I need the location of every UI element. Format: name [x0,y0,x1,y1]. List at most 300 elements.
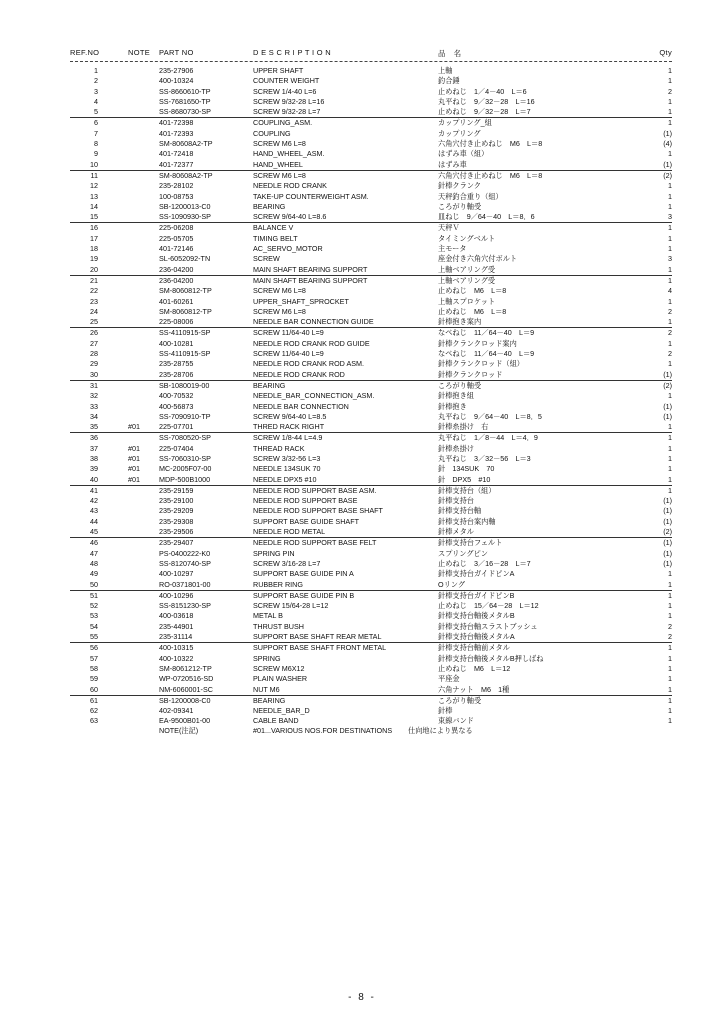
part-no-cell: SL-6052092-TN [159,254,211,264]
description-cell: PLAIN WASHER [253,674,308,684]
part-no-cell: 100-08753 [159,191,194,201]
qty-cell: 2 [668,86,672,96]
table-row [70,580,672,590]
part-no-cell: SB-1200008-C0 [159,695,211,705]
qty-cell: 1 [668,264,672,274]
part-no-cell: 400-56873 [159,401,194,411]
part-no-cell: 401-72418 [159,149,194,159]
qty-cell: 1 [668,338,672,348]
table-row [70,97,672,107]
ref-no-cell: 10 [90,159,98,169]
table-row [70,674,672,684]
table-row [70,611,672,621]
jp-name-cell: 丸平ねじ 3／32－56 L＝3 [438,453,531,463]
table-row [70,706,672,716]
description-cell: NEEDLE ROD CRANK ROD GUIDE [253,338,370,348]
part-no-cell: SS-7080520-SP [159,433,211,443]
ref-no-cell: 2 [94,76,98,86]
qty-cell: (1) [663,411,672,421]
part-no-cell: 401-72377 [159,159,194,169]
ref-no-cell: 51 [90,590,98,600]
table-row [70,517,672,527]
part-no-cell: 400-10296 [159,590,194,600]
part-no-cell: 402-09341 [159,706,194,716]
qty-cell: 1 [668,149,672,159]
description-cell: NEEDLE_BAR_D [253,706,310,716]
description-cell: SCREW 9/32-28 L=16 [253,96,325,106]
part-no-cell: 401-72398 [159,118,194,128]
description-cell: NEEDLE ROD SUPPORT BASE ASM. [253,485,377,495]
qty-cell: 1 [668,663,672,673]
ref-no-cell: 31 [90,380,98,390]
jp-name-cell: 平座金 [438,674,460,684]
part-no-cell: RO-0371801-00 [159,579,211,589]
qty-cell: 1 [668,443,672,453]
table-row [70,222,672,233]
table-row [70,590,672,601]
ref-no-cell: 47 [90,548,98,558]
description-cell: NEEDLE_BAR_CONNECTION_ASM. [253,391,375,401]
part-no-cell: MDP-500B1000 [159,474,211,484]
table-row [70,349,672,359]
table-row [70,192,672,202]
qty-cell: 1 [668,201,672,211]
qty-cell: 1 [668,317,672,327]
part-no-cell: SM-8060812-TP [159,306,212,316]
description-cell: TIMING BELT [253,233,298,243]
ref-no-cell: 18 [90,244,98,254]
jp-name-cell: 丸平ねじ 1／8－44 L＝4．9 [438,433,538,443]
description-cell: NEEDLE ROD SUPPORT BASE [253,496,358,506]
table-row [70,275,672,286]
table-row [70,149,672,159]
ref-no-cell: 53 [90,611,98,621]
qty-cell: 1 [668,223,672,233]
ref-no-cell: 7 [94,128,98,138]
ref-no-cell: 13 [90,191,98,201]
jp-name-cell: ころがり軸受 [438,201,482,211]
jp-name-cell: カップリング_組 [438,118,492,128]
part-no-cell: 236-04200 [159,264,194,274]
part-no-cell: 400-70532 [159,391,194,401]
table-row [70,527,672,537]
ref-no-cell: 12 [90,181,98,191]
ref-no-cell: 11 [90,170,98,180]
ref-no-cell: 62 [90,706,98,716]
description-cell: NEEDLE ROD CRANK ROD ASM. [253,359,365,369]
jp-name-cell: 針棒支持台フェルト [438,538,503,548]
part-no-cell: PS-0400222-K0 [159,548,211,558]
jp-name-cell: はずみ車 [438,159,467,169]
jp-name-cell: 針棒 [438,706,453,716]
table-row [70,391,672,401]
description-cell: NEEDLE ROD METAL [253,527,326,537]
table-row [70,432,672,443]
ref-no-cell: 23 [90,296,98,306]
part-no-cell: SS-8151230-SP [159,601,211,611]
description-cell: BEARING [253,380,286,390]
table-row [70,307,672,317]
ref-no-cell: 36 [90,433,98,443]
ref-no-cell: 44 [90,516,98,526]
jp-name-cell: 止めねじ 1／4－40 L＝6 [438,86,527,96]
jp-name-cell: Oリング [438,579,466,589]
qty-cell: (1) [663,506,672,516]
header-note: NOTE [128,48,151,57]
table-row [70,234,672,244]
qty-cell: 1 [668,191,672,201]
footnote-label: NOTE(注記) [159,726,199,735]
table-row [70,202,672,212]
qty-cell: 1 [668,359,672,369]
table-row [70,160,672,170]
qty-cell: (1) [663,159,672,169]
table-row [70,327,672,338]
jp-name-cell: 針棒クランクロッド [438,369,503,379]
jp-name-cell: 上軸ベアリング受 [438,275,496,285]
table-row [70,129,672,139]
table-row [70,601,672,611]
table-row [70,444,672,454]
part-no-cell: 225-07404 [159,443,194,453]
qty-cell: 1 [668,579,672,589]
description-cell: HAND_WHEEL [253,159,303,169]
part-no-cell: MC-2005F07-00 [159,464,212,474]
jp-name-cell: 天秤釣合重り（組） [438,191,503,201]
qty-cell: 2 [668,632,672,642]
qty-cell: 2 [668,306,672,316]
ref-no-cell: 59 [90,674,98,684]
page-number: - 8 - [348,992,376,1003]
qty-cell: 1 [668,244,672,254]
jp-name-cell: 針 DPX5 #10 [438,474,491,484]
table-row [70,454,672,464]
description-cell: SUPPORT BASE GUIDE PIN A [253,569,354,579]
qty-cell: 3 [668,212,672,222]
note-cell: #01 [128,453,140,463]
part-no-cell: 225-06208 [159,223,194,233]
table-row [70,506,672,516]
description-cell: SUPPORT BASE SHAFT REAR METAL [253,632,382,642]
qty-cell: (2) [663,170,672,180]
table-row [70,622,672,632]
jp-name-cell: 上軸ベアリング受 [438,264,496,274]
table-row [70,76,672,86]
qty-cell: 1 [668,716,672,726]
qty-cell: 1 [668,485,672,495]
part-no-cell: 400-10324 [159,76,194,86]
description-cell: SCREW 1/4-40 L=6 [253,86,317,96]
ref-no-cell: 45 [90,527,98,537]
ref-no-cell: 61 [90,695,98,705]
table-row [70,537,672,548]
qty-cell: 1 [668,118,672,128]
footnote-jp: 仕向地により異なる [408,726,473,735]
table-row [70,170,672,181]
table-row [70,254,672,264]
part-no-cell: 401-72146 [159,244,194,254]
ref-no-cell: 9 [94,149,98,159]
table-row [70,464,672,474]
part-no-cell: 235-29308 [159,516,194,526]
jp-name-cell: なべねじ 11／64－40 L＝9 [438,349,535,359]
qty-cell: 1 [668,706,672,716]
ref-no-cell: 16 [90,223,98,233]
description-cell: TAKE-UP COUNTERWEIGHT ASM. [253,191,369,201]
part-no-cell: 235-31114 [159,632,193,642]
jp-name-cell: 六角穴付き止めねじ M6 L＝8 [438,139,543,149]
table-row [70,66,672,76]
table-row [70,139,672,149]
jp-name-cell: 皿ねじ 9／64－40 L＝8．6 [438,212,535,222]
description-cell: NEEDLE ROD SUPPORT BASE SHAFT [253,506,383,516]
part-no-cell: 235-29159 [159,485,194,495]
description-cell: COUPLING [253,128,291,138]
qty-cell: 2 [668,621,672,631]
table-row [70,339,672,349]
ref-no-cell: 50 [90,579,98,589]
description-cell: NEEDLE ROD CRANK ROD [253,369,345,379]
qty-cell: 2 [668,349,672,359]
table-row [70,559,672,569]
qty-cell: (2) [663,380,672,390]
ref-no-cell: 17 [90,233,98,243]
ref-no-cell: 35 [90,422,98,432]
ref-no-cell: 43 [90,506,98,516]
part-no-cell: SS-7090910-TP [159,411,211,421]
description-cell: SUPPORT BASE GUIDE PIN B [253,590,355,600]
qty-cell: 1 [668,422,672,432]
ref-no-cell: 27 [90,338,98,348]
ref-no-cell: 52 [90,601,98,611]
description-cell: THRUST BUSH [253,621,304,631]
qty-cell: 1 [668,695,672,705]
ref-no-cell: 26 [90,328,98,338]
ref-no-cell: 49 [90,569,98,579]
ref-no-cell: 55 [90,632,98,642]
jp-name-cell: 止めねじ M6 L＝12 [438,663,511,673]
qty-cell: (2) [663,527,672,537]
description-cell: THRED RACK RIGHT [253,422,325,432]
description-cell: BEARING [253,201,286,211]
header-jp-name: 品 名 [438,49,462,58]
ref-no-cell: 56 [90,643,98,653]
jp-name-cell: 針棒支持台軸 [438,506,482,516]
part-no-cell: WP-0720516-SD [159,674,214,684]
jp-name-cell: 針棒クランク [438,181,481,191]
jp-name-cell: スプリングピン [438,548,488,558]
part-no-cell: SS-7681650-TP [159,96,211,106]
description-cell: HAND_WHEEL_ASM. [253,149,325,159]
qty-cell: 1 [668,66,672,75]
part-no-cell: 235-29100 [159,496,194,506]
jp-name-cell: 針棒支持台ガイドピンA [438,569,515,579]
description-cell: THREAD RACK [253,443,305,453]
ref-no-cell: 33 [90,401,98,411]
table-row [70,475,672,485]
table-row [70,412,672,422]
ref-no-cell: 41 [90,485,98,495]
description-cell: SCREW M6 L=8 [253,286,306,296]
jp-name-cell: 針棒クランクロッド（組） [438,359,524,369]
description-cell: SUPPORT BASE SHAFT FRONT METAL [253,643,387,653]
part-no-cell: NM-6060001-SC [159,684,213,694]
jp-name-cell: 針棒支持台案内軸 [438,516,496,526]
qty-cell: (1) [663,496,672,506]
qty-cell: 3 [668,254,672,264]
jp-name-cell: 止めねじ 9／32－28 L＝7 [438,107,531,117]
table-row [70,654,672,664]
qty-cell: 1 [668,181,672,191]
ref-no-cell: 28 [90,349,98,359]
table-row [70,642,672,653]
part-no-cell: SS-8660610-TP [159,86,211,96]
ref-no-cell: 21 [90,275,98,285]
part-no-cell: SS-4110915-SP [159,349,211,359]
description-cell: NEEDLE 134SUK 70 [253,464,321,474]
description-cell: SCREW 9/64-40 L=8.5 [253,411,327,421]
description-cell: COUNTER WEIGHT [253,76,320,86]
table-row [70,107,672,117]
jp-name-cell: 針棒支持台軸後メタルB [438,611,515,621]
qty-cell: 4 [668,286,672,296]
jp-name-cell: 針棒糸掛け [438,443,474,453]
header-part-no: PART NO [159,48,194,57]
jp-name-cell: 束線バンド [438,716,474,726]
part-no-cell: 235-28102 [159,181,194,191]
table-row [70,317,672,327]
jp-name-cell: 針棒支持台軸後メタルB押しばね [438,653,544,663]
jp-name-cell: 針棒抱き案内 [438,317,482,327]
description-cell: SCREW [253,254,280,264]
header-divider [70,61,672,62]
part-no-cell: 400-10281 [159,338,194,348]
part-no-cell: 225-08006 [159,317,194,327]
table-row [70,370,672,380]
part-no-cell: 235-29209 [159,506,194,516]
part-no-cell: 235-29506 [159,527,194,537]
table-row [70,402,672,412]
description-cell: MAIN SHAFT BEARING SUPPORT [253,264,368,274]
ref-no-cell: 60 [90,684,98,694]
part-no-cell: SS-8680730-SP [159,107,211,117]
ref-no-cell: 1 [94,66,98,75]
jp-name-cell: ころがり軸受 [438,695,482,705]
description-cell: SCREW 9/32-28 L=7 [253,107,321,117]
jp-name-cell: 六角ナット M6 1種 [438,684,510,694]
qty-cell: 1 [668,674,672,684]
jp-name-cell: タイミングベルト [438,233,496,243]
qty-cell: 1 [668,474,672,484]
description-cell: NEEDLE ROD SUPPORT BASE FELT [253,538,377,548]
table-row [70,685,672,695]
jp-name-cell: ころがり軸受 [438,380,482,390]
description-cell: SCREW M6X12 [253,663,305,673]
description-cell: SCREW 11/64-40 L=9 [253,349,324,359]
jp-name-cell: 止めねじ 15／64－28 L＝12 [438,601,539,611]
table-row [70,632,672,642]
table-row [70,117,672,128]
description-cell: NEEDLE BAR CONNECTION GUIDE [253,317,374,327]
qty-cell: (1) [663,548,672,558]
part-no-cell: 400-03618 [159,611,194,621]
table-row [70,664,672,674]
qty-cell: 1 [668,653,672,663]
description-cell: SPRING PIN [253,548,295,558]
description-cell: NEEDLE DPX5 #10 [253,474,317,484]
table-row [70,286,672,296]
part-no-cell: SM-8061212-TP [159,663,212,673]
qty-cell: 1 [668,433,672,443]
part-no-cell: 225-05705 [159,233,194,243]
description-cell: CABLE BAND [253,716,299,726]
ref-no-cell: 25 [90,317,98,327]
part-no-cell: 400-10322 [159,653,194,663]
description-cell: SCREW 3/32-56 L=3 [253,453,321,463]
part-no-cell: 236-04200 [159,275,194,285]
table-row [70,181,672,191]
jp-name-cell: 六角穴付き止めねじ M6 L＝8 [438,170,543,180]
jp-name-cell: 止めねじ M6 L＝8 [438,306,507,316]
qty-cell: (1) [663,401,672,411]
table-row [70,485,672,496]
jp-name-cell: 丸平ねじ 9／64－40 L＝8．5 [438,411,542,421]
table-row [70,496,672,506]
description-cell: SUPPORT BASE GUIDE SHAFT [253,516,359,526]
ref-no-cell: 22 [90,286,98,296]
qty-cell: (1) [663,369,672,379]
description-cell: SCREW 15/64-28 L=12 [253,601,329,611]
ref-no-cell: 6 [94,118,98,128]
ref-no-cell: 4 [94,96,98,106]
qty-cell: (1) [663,516,672,526]
part-no-cell: SM-80608A2-TP [159,139,213,149]
table-row [70,422,672,432]
part-no-cell: SM-80608A2-TP [159,170,213,180]
jp-name-cell: 天秤Ｖ [438,223,460,233]
description-cell: UPPER_SHAFT_SPROCKET [253,296,349,306]
jp-name-cell: 主モータ [438,244,467,254]
ref-no-cell: 29 [90,359,98,369]
part-no-cell: 401-72393 [159,128,194,138]
description-cell: SCREW 3/16-28 L=7 [253,558,321,568]
header-qty: Qty [659,48,672,57]
jp-name-cell: 止めねじ M6 L＝8 [438,286,507,296]
description-cell: AC_SERVO_MOTOR [253,244,323,254]
qty-cell: 1 [668,643,672,653]
ref-no-cell: 46 [90,538,98,548]
ref-no-cell: 5 [94,107,98,117]
jp-name-cell: 針棒支持台ガイドピンB [438,590,515,600]
jp-name-cell: 針 134SUK 70 [438,464,495,474]
table-row [70,87,672,97]
table-row [70,549,672,559]
part-no-cell: 400-10315 [159,643,194,653]
jp-name-cell: 上軸 [438,66,453,75]
description-cell: SCREW M6 L=8 [253,306,306,316]
jp-name-cell: 針棒抱き [438,401,467,411]
table-row [70,569,672,579]
note-cell: #01 [128,464,140,474]
qty-cell: (1) [663,558,672,568]
table-header [70,48,672,62]
jp-name-cell: 針棒支持台（組） [438,485,496,495]
ref-no-cell: 38 [90,453,98,463]
jp-name-cell: 針棒クランクロッド案内 [438,338,517,348]
description-cell: SCREW M6 L=8 [253,170,306,180]
jp-name-cell: 上軸スプロケット [438,296,496,306]
description-cell: SCREW 11/64-40 L=9 [253,328,324,338]
